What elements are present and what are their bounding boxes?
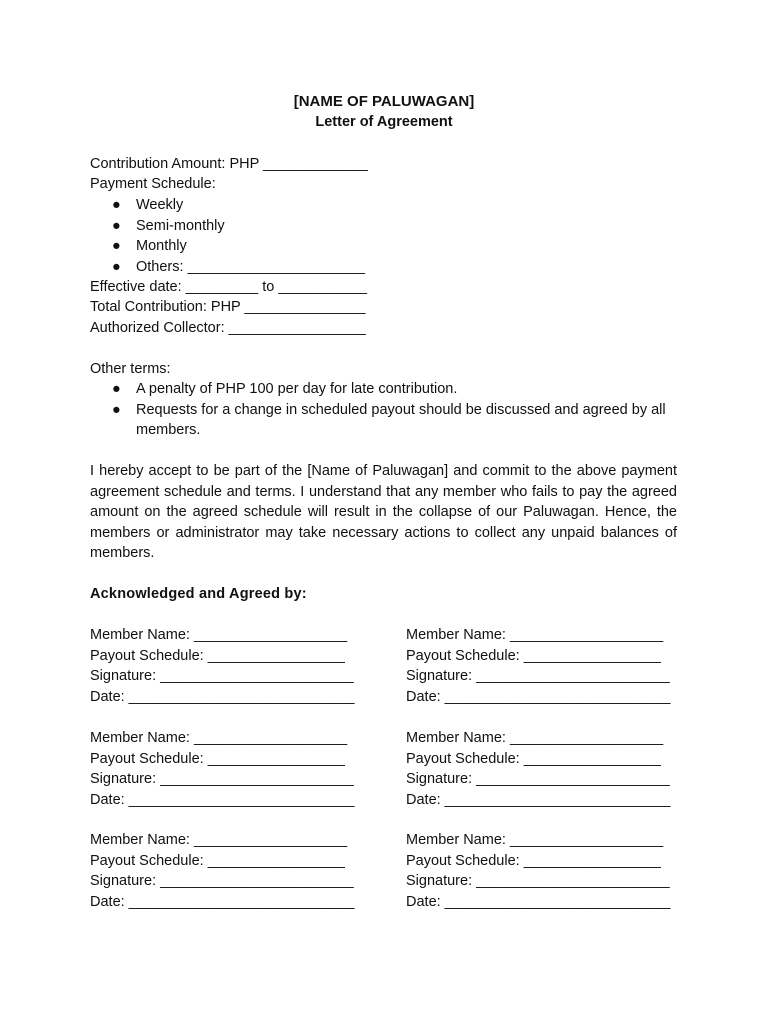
bullet-icon: ●	[112, 381, 121, 397]
document-title: [NAME OF PALUWAGAN]	[293, 93, 475, 110]
payout-schedule-field: Payout Schedule: _________________	[406, 750, 661, 767]
member-name-field: Member Name: ___________________	[90, 627, 348, 643]
signature-field: Signature: ________________________	[406, 873, 670, 890]
bullet-icon: ●	[112, 197, 121, 213]
effective-date-line: Effective date: _________ to ___________	[90, 279, 368, 295]
date-field: Date: ____________________________	[406, 791, 671, 808]
date-field: Date: ____________________________	[406, 893, 671, 910]
signature-block	[90, 625, 380, 707]
date-field: Date: ____________________________	[90, 893, 355, 910]
signature-field: Signature: ________________________	[90, 771, 354, 788]
signature-block	[406, 625, 696, 707]
payout-schedule-field: Payout Schedule: _________________	[406, 852, 661, 869]
signature-block	[406, 728, 696, 810]
bullet-icon: ●	[112, 238, 121, 254]
payout-schedule-field: Payout Schedule: _________________	[90, 852, 345, 869]
signature-block	[90, 830, 380, 912]
schedule-options-list	[90, 195, 690, 277]
signature-field: Signature: ________________________	[406, 771, 670, 788]
total-contribution-line: Total Contribution: PHP _______________	[90, 299, 366, 315]
member-name-field: Member Name: ___________________	[90, 832, 348, 848]
date-field: Date: ____________________________	[90, 688, 355, 705]
signature-field: Signature: ________________________	[406, 668, 670, 685]
member-name-field: Member Name: ___________________	[406, 832, 664, 848]
term-item: ● A penalty of PHP 100 per day for late contribution.	[90, 379, 680, 400]
signature-block	[90, 728, 380, 810]
other-terms-label: Other terms:	[90, 361, 171, 377]
bullet-icon: ●	[112, 401, 121, 418]
term-item: ● Requests for a change in scheduled payout should be discussed and agreed by all members.	[112, 401, 666, 438]
schedule-option: ● Weekly	[90, 195, 690, 216]
schedule-option: ● Monthly	[90, 236, 690, 257]
document-subtitle: Letter of Agreement	[315, 114, 453, 130]
payout-schedule-field: Payout Schedule: _________________	[90, 647, 345, 664]
member-name-field: Member Name: ___________________	[90, 730, 348, 746]
other-terms-list	[90, 379, 680, 441]
payout-schedule-field: Payout Schedule: _________________	[90, 750, 345, 767]
member-name-field: Member Name: ___________________	[406, 730, 664, 746]
signature-field: Signature: ________________________	[90, 873, 354, 890]
date-field: Date: ____________________________	[90, 791, 355, 808]
payment-schedule-label: Payment Schedule:	[90, 176, 216, 192]
contribution-amount-line: Contribution Amount: PHP _____________	[90, 156, 368, 172]
signature-field: Signature: ________________________	[90, 668, 354, 685]
date-field: Date: ____________________________	[406, 688, 671, 705]
member-name-field: Member Name: ___________________	[406, 627, 664, 643]
schedule-option: ● Semi-monthly	[90, 216, 690, 237]
payout-schedule-field: Payout Schedule: _________________	[406, 647, 661, 664]
authorized-collector-line: Authorized Collector: _________________	[90, 320, 366, 336]
acknowledged-heading: Acknowledged and Agreed by:	[90, 586, 307, 602]
acceptance-paragraph: I hereby accept to be part of the [Name of Paluwagan] and commit to the above payment agreement schedule and terms. I understand that any member who fails to pay the agreed amount on the agreed schedule will result in the collapse of our Paluwagan. Hence, the members or administrator may take necessary actions to collect any unpaid balances of members.	[90, 463, 677, 561]
schedule-option: ● Others: ______________________	[90, 257, 690, 278]
bullet-icon: ●	[112, 217, 121, 234]
bullet-icon: ●	[112, 258, 121, 275]
signature-block	[406, 830, 696, 912]
